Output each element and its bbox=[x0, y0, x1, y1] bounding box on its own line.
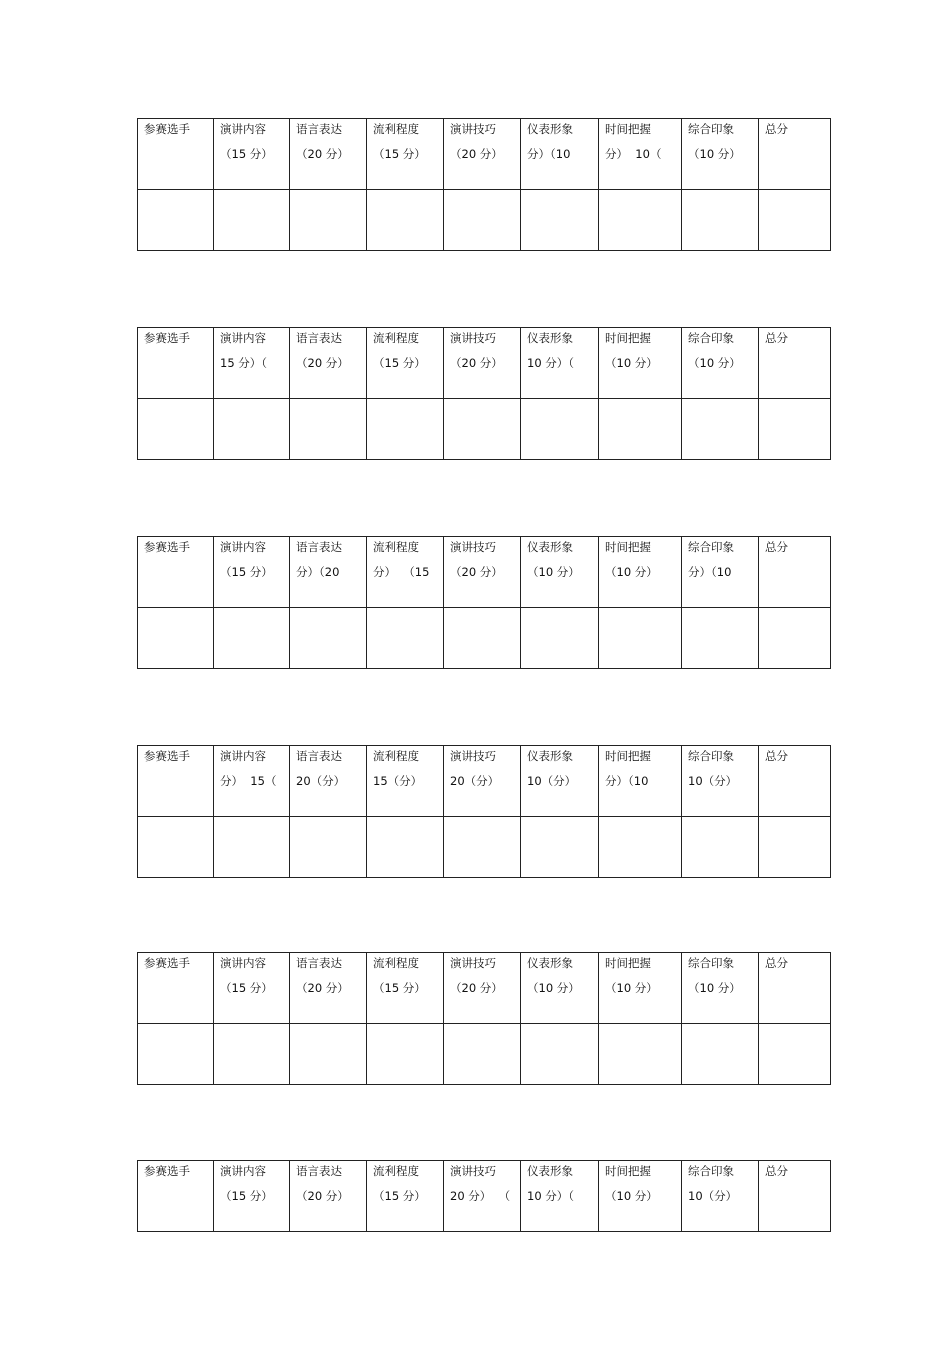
header-row bbox=[138, 746, 831, 817]
score-cell-appearance[interactable] bbox=[521, 399, 599, 460]
score-cell-content[interactable] bbox=[214, 399, 290, 460]
header-cell-appearance: 仪表形象 10 分）（ bbox=[521, 328, 599, 399]
header-cell-skill: 演讲技巧 （20 分） bbox=[444, 119, 521, 190]
header-cell-time: 时间把握 （10 分） bbox=[599, 328, 682, 399]
header-cell-fluency: 流利程度 （15 分） bbox=[367, 953, 444, 1024]
header-cell-expression: 语言表达 20（分） bbox=[290, 746, 367, 817]
header-cell-time: 时间把握 （10 分） bbox=[599, 1161, 682, 1232]
header-row bbox=[138, 119, 831, 190]
header-row bbox=[138, 537, 831, 608]
header-cell-time: 时间把握 分）（10 bbox=[599, 746, 682, 817]
header-cell-content: 演讲内容 （15 分） bbox=[214, 537, 290, 608]
header-cell-contestant: 参赛选手 bbox=[138, 537, 214, 608]
header-cell-total: 总分 bbox=[759, 119, 831, 190]
header-cell-total: 总分 bbox=[759, 328, 831, 399]
header-cell-content: 演讲内容 （15 分） bbox=[214, 953, 290, 1024]
score-cell-skill[interactable] bbox=[444, 1024, 521, 1085]
header-cell-total: 总分 bbox=[759, 537, 831, 608]
header-cell-content: 演讲内容 15 分）（ bbox=[214, 328, 290, 399]
header-cell-expression: 语言表达 （20 分） bbox=[290, 119, 367, 190]
header-cell-appearance: 仪表形象 10 分）（ bbox=[521, 1161, 599, 1232]
header-cell-total: 总分 bbox=[759, 953, 831, 1024]
score-cell-impression[interactable] bbox=[682, 190, 759, 251]
header-cell-appearance: 仪表形象 （10 分） bbox=[521, 953, 599, 1024]
header-cell-content: 演讲内容 （15 分） bbox=[214, 119, 290, 190]
header-cell-expression: 语言表达 （20 分） bbox=[290, 328, 367, 399]
score-cell-skill[interactable] bbox=[444, 399, 521, 460]
header-cell-fluency: 流利程度 15（分） bbox=[367, 746, 444, 817]
score-cell-time[interactable] bbox=[599, 190, 682, 251]
score-cell-impression[interactable] bbox=[682, 1024, 759, 1085]
score-cell-impression[interactable] bbox=[682, 817, 759, 878]
score-cell-total[interactable] bbox=[759, 399, 831, 460]
header-row bbox=[138, 328, 831, 399]
score-cell-contestant[interactable] bbox=[138, 817, 214, 878]
header-cell-skill: 演讲技巧 （20 分） bbox=[444, 328, 521, 399]
header-cell-impression: 综合印象 分）（10 bbox=[682, 537, 759, 608]
score-cell-contestant[interactable] bbox=[138, 399, 214, 460]
header-cell-skill: 演讲技巧 20（分） bbox=[444, 746, 521, 817]
score-cell-fluency[interactable] bbox=[367, 817, 444, 878]
score-table-6 bbox=[137, 1160, 831, 1232]
score-cell-time[interactable] bbox=[599, 817, 682, 878]
score-cell-expression[interactable] bbox=[290, 399, 367, 460]
header-row bbox=[138, 953, 831, 1024]
header-cell-impression: 综合印象 10（分） bbox=[682, 1161, 759, 1232]
score-row bbox=[138, 608, 831, 669]
header-cell-expression: 语言表达 （20 分） bbox=[290, 953, 367, 1024]
score-cell-content[interactable] bbox=[214, 817, 290, 878]
header-cell-impression: 综合印象 10（分） bbox=[682, 746, 759, 817]
score-cell-expression[interactable] bbox=[290, 608, 367, 669]
score-cell-appearance[interactable] bbox=[521, 608, 599, 669]
header-cell-content: 演讲内容 （15 分） bbox=[214, 1161, 290, 1232]
score-row bbox=[138, 190, 831, 251]
header-cell-expression: 语言表达 分）（20 bbox=[290, 537, 367, 608]
header-cell-appearance: 仪表形象 10（分） bbox=[521, 746, 599, 817]
header-cell-skill: 演讲技巧 （20 分） bbox=[444, 537, 521, 608]
header-cell-contestant: 参赛选手 bbox=[138, 1161, 214, 1232]
score-cell-expression[interactable] bbox=[290, 190, 367, 251]
score-cell-time[interactable] bbox=[599, 1024, 682, 1085]
score-cell-content[interactable] bbox=[214, 190, 290, 251]
score-row bbox=[138, 1024, 831, 1085]
header-cell-fluency: 流利程度 分） （15 bbox=[367, 537, 444, 608]
header-cell-impression: 综合印象 （10 分） bbox=[682, 328, 759, 399]
score-cell-fluency[interactable] bbox=[367, 190, 444, 251]
header-cell-fluency: 流利程度 （15 分） bbox=[367, 1161, 444, 1232]
header-cell-contestant: 参赛选手 bbox=[138, 328, 214, 399]
score-cell-expression[interactable] bbox=[290, 817, 367, 878]
score-cell-appearance[interactable] bbox=[521, 190, 599, 251]
header-cell-fluency: 流利程度 （15 分） bbox=[367, 328, 444, 399]
header-cell-skill: 演讲技巧 20 分） （ bbox=[444, 1161, 521, 1232]
header-cell-expression: 语言表达 （20 分） bbox=[290, 1161, 367, 1232]
header-cell-appearance: 仪表形象 （10 分） bbox=[521, 537, 599, 608]
score-row bbox=[138, 399, 831, 460]
score-cell-total[interactable] bbox=[759, 1024, 831, 1085]
header-cell-skill: 演讲技巧 （20 分） bbox=[444, 953, 521, 1024]
score-cell-content[interactable] bbox=[214, 1024, 290, 1085]
score-cell-expression[interactable] bbox=[290, 1024, 367, 1085]
header-row bbox=[138, 1161, 831, 1232]
score-cell-contestant[interactable] bbox=[138, 190, 214, 251]
score-cell-impression[interactable] bbox=[682, 399, 759, 460]
header-cell-contestant: 参赛选手 bbox=[138, 119, 214, 190]
score-cell-total[interactable] bbox=[759, 817, 831, 878]
score-cell-appearance[interactable] bbox=[521, 1024, 599, 1085]
score-table-5 bbox=[137, 952, 831, 1085]
score-cell-skill[interactable] bbox=[444, 608, 521, 669]
header-cell-content: 演讲内容 分） 15（ bbox=[214, 746, 290, 817]
header-cell-appearance: 仪表形象 分）（10 bbox=[521, 119, 599, 190]
score-cell-total[interactable] bbox=[759, 190, 831, 251]
score-table-1 bbox=[137, 118, 831, 251]
header-cell-time: 时间把握 分） 10（ bbox=[599, 119, 682, 190]
header-cell-contestant: 参赛选手 bbox=[138, 746, 214, 817]
score-table-3 bbox=[137, 536, 831, 669]
score-cell-contestant[interactable] bbox=[138, 1024, 214, 1085]
header-cell-total: 总分 bbox=[759, 746, 831, 817]
score-cell-skill[interactable] bbox=[444, 817, 521, 878]
score-cell-appearance[interactable] bbox=[521, 817, 599, 878]
header-cell-fluency: 流利程度 （15 分） bbox=[367, 119, 444, 190]
header-cell-contestant: 参赛选手 bbox=[138, 953, 214, 1024]
score-cell-time[interactable] bbox=[599, 608, 682, 669]
header-cell-impression: 综合印象 （10 分） bbox=[682, 953, 759, 1024]
score-cell-total[interactable] bbox=[759, 608, 831, 669]
header-cell-total: 总分 bbox=[759, 1161, 831, 1232]
score-cell-impression[interactable] bbox=[682, 608, 759, 669]
header-cell-time: 时间把握 （10 分） bbox=[599, 537, 682, 608]
score-cell-fluency[interactable] bbox=[367, 1024, 444, 1085]
score-cell-time[interactable] bbox=[599, 399, 682, 460]
header-cell-impression: 综合印象 （10 分） bbox=[682, 119, 759, 190]
score-cell-skill[interactable] bbox=[444, 190, 521, 251]
score-cell-content[interactable] bbox=[214, 608, 290, 669]
header-cell-time: 时间把握 （10 分） bbox=[599, 953, 682, 1024]
score-table-4 bbox=[137, 745, 831, 878]
score-cell-fluency[interactable] bbox=[367, 608, 444, 669]
score-row bbox=[138, 817, 831, 878]
score-table-2 bbox=[137, 327, 831, 460]
score-cell-contestant[interactable] bbox=[138, 608, 214, 669]
score-cell-fluency[interactable] bbox=[367, 399, 444, 460]
